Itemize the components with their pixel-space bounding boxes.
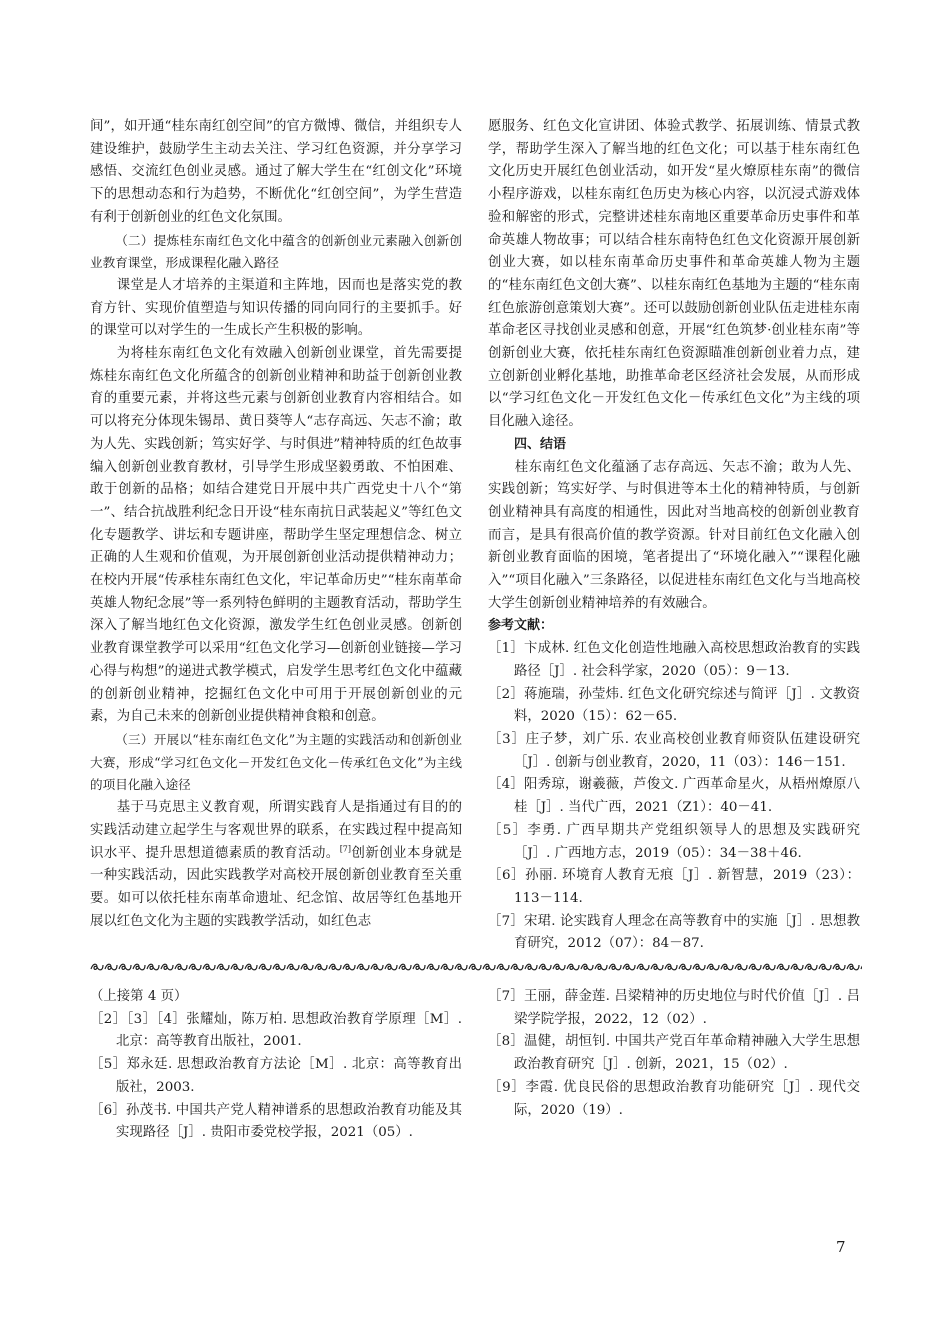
continued-references-left (90, 986, 462, 1145)
left-text-column (90, 116, 462, 933)
right-text-column (488, 116, 860, 956)
citation-marker: [7] (339, 844, 352, 854)
references-heading: 参考文献： (488, 618, 554, 634)
reference-item: ［1］卞成林. 红色文化创造性地融入高校思想政治教育的实践路径［J］. 社会科学家，2020（05）：9－13. (488, 641, 860, 679)
reference-item: ［2］［3］［4］张耀灿，陈万柏. 思想政治教育学原理［M］. 北京：高等教育出版社，2001. (90, 1011, 462, 1050)
paragraph: 间”，如开通“桂东南红创空间”的官方微博、微信，并组织专人建设维护，鼓励学生主动去关注、学习红色资源，并分享学习感悟、交流红色创业灵感。通过了解大学生在“红创文化”环境下的思想动态和行为趋势，不断优化“红创空间”，为学生营造有利于创新创业的红色文化氛围。 (90, 119, 462, 225)
reference-item: ［8］温健，胡恒钊. 中国共产党百年革命精神融入大学生思想政治教育研究［J］. 创新，2021，15（02）. (488, 1034, 860, 1073)
reference-item: ［4］阳秀琼，谢羲薇，芦俊文. 广西革命星火，从梧州燎原八桂［J］. 当代广西，2021（Z1）：40－41. (488, 777, 860, 816)
reference-item: ［7］宋珺. 论实践育人理念在高等教育中的实施［J］. 思想教育研究，2012（07）：84－87. (488, 913, 860, 952)
ornamental-divider (90, 961, 862, 973)
page-number: 7 (836, 1238, 846, 1256)
reference-item: ［7］王丽，薛金莲. 吕梁精神的历史地位与时代价值［J］. 吕梁学院学报，2022，12（02）. (488, 989, 860, 1027)
paragraph: 基于马克思主义教育观，所谓实践育人是指通过有目的的实践活动建立起学生与客观世界的联系，在实践过程中提高知识水平、提升思想道德素质的教育活动。[7]创新创业本身就是一种实践活动，因此实践教学对高校开展创新创业教育至关重要。如可以依托桂东南革命遗址、纪念馆、故居等红色基地开展以红色文化为主题的实践教学活动，如红色志 (90, 800, 463, 929)
reference-item: ［6］孙茂书. 中国共产党人精神谱系的思想政治教育功能及其实现路径［J］. 贵阳市委党校学报，2021（05）. (90, 1102, 462, 1141)
reference-item: ［6］孙丽. 环境育人教育无痕［J］. 新智慧，2019（23）：113－114. (488, 868, 860, 906)
section-heading: 四、结语 (514, 436, 567, 452)
paragraph: 为将桂东南红色文化有效融入创新创业课堂，首先需要提炼桂东南红色文化所蕴含的创新创业精神和助益于创新创业教育的重要元素，并将这些元素与创新创业教育内容相结合。如可以将充分体现朱锡昂、黄日葵等人“志存高远、矢志不渝；敢为人先、实践创新；笃实好学、与时俱进”精神特质的红色故事编入创新创业教育教材，引导学生形成坚毅勇敢、不怕困难、敢于创新的品格；如结合建党日开展中共广西党史十八个“第一”、结合抗战胜利纪念日开设“桂东南抗日武装起义”等红色文化专题教学、讲坛和专题讲座，帮助学生坚定理想信念、树立正确的人生观和价值观，为开展创新创业活动提供精神动力；在校内开展“传承桂东南红色文化，牢记革命历史”“桂东南革命英雄人物纪念展”等一系列特色鲜明的主题教育活动，帮助学生深入了解当地红色文化资源，激发学生红色创业灵感。创新创业教育课堂教学可以采用“红色文化学习—创新创业链接—学习心得与构想”的递进式教学模式，启发学生思考红色文化中蕴藏的创新创业精神，挖掘红色文化中可用于开展创新创业的元素，为自己未来的创新创业提供精神食粮和创意。 (90, 346, 462, 725)
reference-item: ［5］郑永廷. 思想政治教育方法论［M］. 北京：高等教育出版社，2003. (90, 1057, 462, 1095)
paragraph: 桂东南红色文化蕴涵了志存高远、矢志不渝；敢为人先、实践创新；笃实好学、与时俱进等本土化的精神特质，与创新创业精神具有高度的相通性，因此对当地高校的创新创业教育而言，是具有很高价值的教学资源。针对目前红色文化融入创新创业教育面临的困境，笔者提出了“环境化融入”“课程化融入”“项目化融入”三条路径，以促进桂东南红色文化与当地高校大学生创新创业精神培养的有效融合。 (488, 459, 860, 611)
paragraph: 愿服务、红色文化宣讲团、体验式教学、拓展训练、情景式教学，帮助学生深入了解当地的红色文化；可以基于桂东南红色文化历史开展红色创业活动，如开发“星火燎原桂东南”的微信小程序游戏，以桂东南红色历史为核心内容，以沉浸式游戏体验和解密的形式，完整讲述桂东南地区重要革命历史事件和革命英雄人物故事；可以结合桂东南特色红色文化资源开展创新创业大赛，如以桂东南革命历史事件和革命英雄人物为主题的“桂东南红色文创大赛”、以桂东南红色基地为主题的“桂东南红色旅游创意策划大赛”。还可以鼓励创新创业队伍走进桂东南革命老区寻找创业灵感和创意，开展“红色筑梦·创业桂东南”等创新创业大赛，依托桂东南红色资源瞄准创新创业着力点，建立创新创业孵化基地，助推革命老区经济社会发展，从而形成以“学习红色文化－开发红色文化－传承红色文化”为主线的项目化融入途径。 (488, 119, 860, 430)
continued-references-right (488, 986, 860, 1122)
reference-item: ［5］李勇. 广西早期共产党组织领导人的思想及实践研究［J］. 广西地方志，2019（05）：34－38＋46. (488, 822, 860, 861)
subsection-heading: （二）提炼桂东南红色文化中蕴含的创新创业元素融入创新创业教育课堂，形成课程化融入路径 (90, 232, 462, 271)
reference-item: ［2］蒋施瑞，孙莹炜. 红色文化研究综述与简评［J］. 文教资料，2020（15）：62－65. (488, 686, 860, 725)
subsection-heading: （三）开展以“桂东南红色文化”为主题的实践活动和创新创业大赛，形成“学习红色文化－开发红色文化－传承红色文化”为主线的项目化融入途径 (90, 731, 462, 793)
paragraph: 课堂是人才培养的主渠道和主阵地，因而也是落实党的教育方针、实现价值塑造与知识传播的同向同行的主要抓手。好的课堂可以对学生的一生成长产生积极的影响。 (90, 277, 462, 339)
reference-item: ［9］李霞. 优良民俗的思想政治教育功能研究［J］. 现代交际，2020（19）. (488, 1079, 860, 1118)
reference-item: ［3］庄子梦，刘广乐. 农业高校创业教育师资队伍建设研究［J］. 创新与创业教育，2020，11（03）：146－151. (488, 731, 860, 770)
continued-note: （上接第 4 页） (90, 989, 188, 1004)
